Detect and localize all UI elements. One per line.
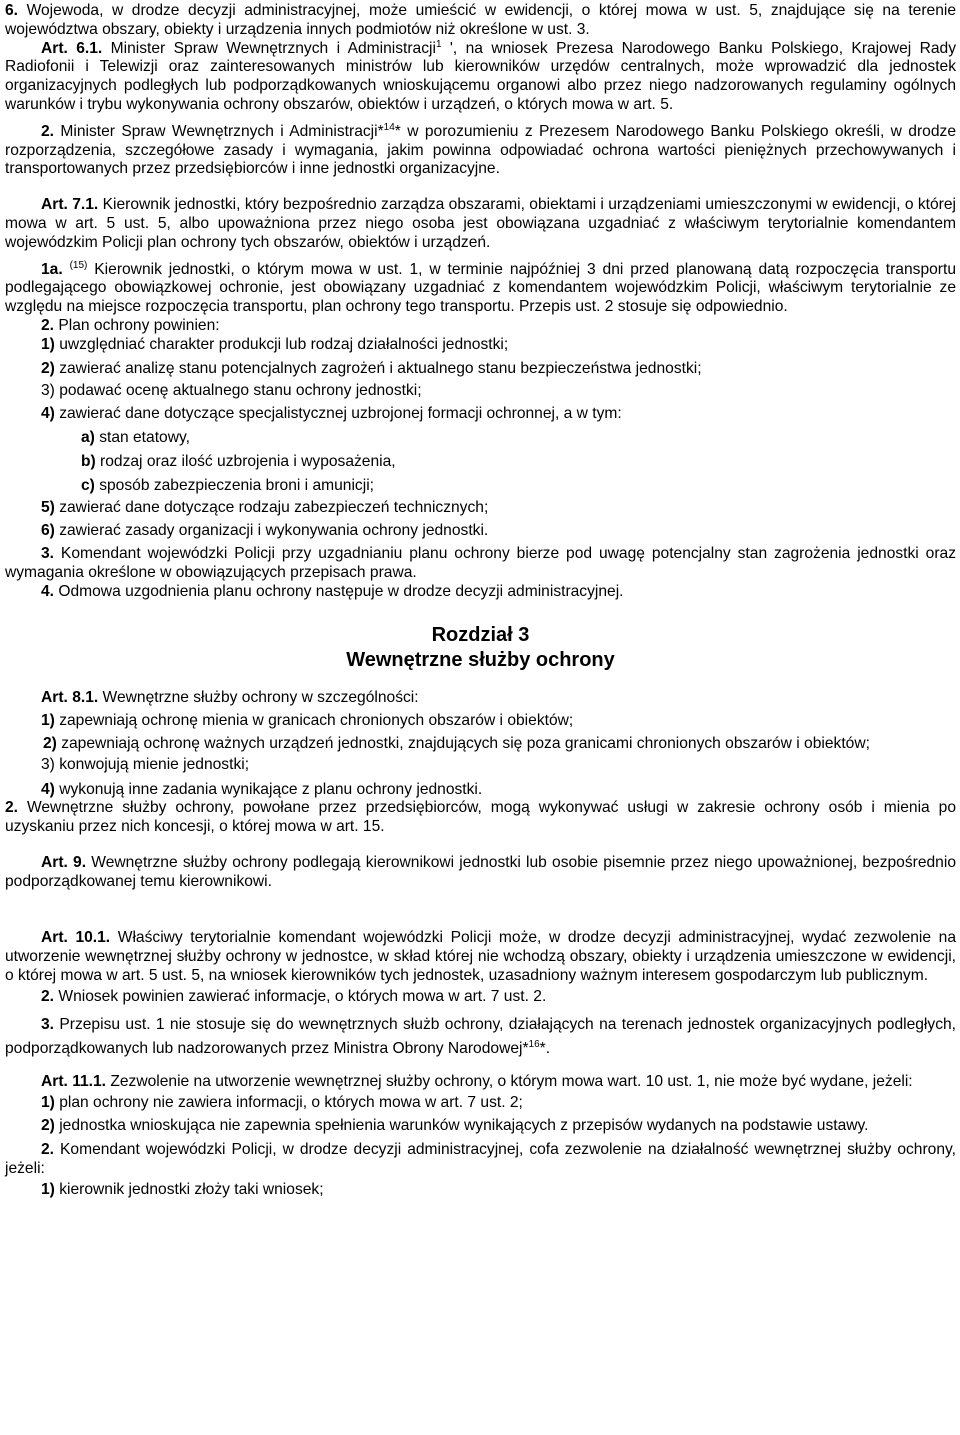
item-text: jednostka wnioskująca nie zapewnia spełnienia warunków wynikających z przepisów wydanych na podstawie ustawy. <box>54 1117 869 1135</box>
article-text: Wewnętrzne służby ochrony w szczególności: <box>98 689 419 707</box>
article-text: ', na wniosek Prezesa Narodowego Banku Polskiego, Krajowej Rady Radiofonii i Telewizji oraz zainteresowanych ministrów lub kierowników urzędów centralnych, może wprowadzić dla jednostek organizacyjnych podległych lub podporządkowanych wnioskującemu organowi albo przez niego nadzorowanych regulaminy ogólnych warunków i trybu wykonywania ochrony obszarów, obiektów i urządzeń, o których mowa w art. 5. <box>5 39 957 113</box>
item-number: 1) <box>41 1180 55 1198</box>
paragraph-number: 2. <box>41 1141 55 1159</box>
item-number: a) <box>81 428 95 446</box>
item-number: 4) <box>41 405 55 423</box>
article-8-1 <box>5 689 956 708</box>
paragraph-number: 1a. <box>41 260 63 278</box>
list-item <box>5 712 956 731</box>
paragraph-text: Komendant wojewódzki Policji przy uzgadnianiu planu ochrony bierze pod uwagę potencjalny stan zagrożenia jednostki oraz wymagania określone w obowiązujących przepisach prawa. <box>5 544 956 581</box>
article-7-3 <box>5 545 956 583</box>
article-9 <box>5 854 956 892</box>
item-text: zawierać dane dotyczące rodzaju zabezpieczeń technicznych; <box>54 499 489 517</box>
article-7-4 <box>5 583 956 602</box>
list-item <box>5 382 956 401</box>
item-number: 3) <box>41 755 55 773</box>
paragraph-number: 3. <box>41 544 55 562</box>
item-number: c) <box>81 476 95 494</box>
item-number: 2) <box>43 734 57 752</box>
list-item <box>5 1117 956 1136</box>
article-7-1a <box>5 261 956 317</box>
item-text: rodzaj oraz ilość uzbrojenia i wyposażenia, <box>95 452 396 470</box>
chapter-title: Wewnętrzne służby ochrony <box>346 649 615 672</box>
item-text: zapewniają ochronę ważnych urządzeń jednostki, znajdujących się poza granicami chronionych obszarów i obiektów; <box>56 734 870 752</box>
paragraph-number: 4. <box>41 582 55 600</box>
article-10-2 <box>5 988 956 1007</box>
article-10-3 <box>5 1013 956 1061</box>
paragraph-text: *. <box>539 1039 551 1057</box>
article-number: Art. 8.1. <box>41 689 99 707</box>
item-text: kierownik jednostki złoży taki wniosek; <box>54 1180 324 1198</box>
paragraph-number: 3. <box>41 1015 55 1033</box>
article-number: Art. 10.1. <box>41 929 111 947</box>
paragraph-text: Komendant wojewódzki Policji, w drodze decyzji administracyjnej, cofa zezwolenie na działalność wewnętrznej służby ochrony, jeżeli: <box>5 1141 956 1177</box>
paragraph-number: 6. <box>5 2 19 19</box>
list-item <box>5 522 956 541</box>
paragraph-text: Wewnętrzne służby ochrony, powołane przez przedsiębiorców, mogą wykonywać usługi w zakresie ochrony osób i mienia po uzyskaniu przez nich koncesji, o której mowa w art. 15. <box>5 799 956 836</box>
footnote-ref: (15) <box>69 259 88 271</box>
list-item <box>5 781 956 800</box>
sub-list-item <box>5 453 956 472</box>
paragraph-number: 2. <box>5 799 19 817</box>
item-text: zapewniają ochronę mienia w granicach chronionych obszarów i obiektów; <box>54 712 574 730</box>
item-text: podawać ocenę aktualnego stanu ochrony jednostki; <box>54 382 422 400</box>
list-item <box>5 336 956 355</box>
item-text: zawierać zasady organizacji i wykonywania ochrony jednostki. <box>54 522 489 540</box>
paragraph-text: Wojewoda, w drodze decyzji administracyjnej, może umieścić w ewidencji, o której mowa w ust. 5, znajdujące się na terenie województwa obszary, obiekty i urządzenia innych podmiotów niż określone w ust. 3. <box>5 2 956 38</box>
article-7-2 <box>5 317 956 336</box>
article-text: Zezwolenie na utworzenie wewnętrznej służby ochrony, o którym mowa wart. 10 ust. 1, nie może być wydane, jeżeli: <box>106 1072 913 1090</box>
article-7-1 <box>5 196 956 252</box>
list-item <box>5 735 956 754</box>
item-text: plan ochrony nie zawiera informacji, o których mowa w art. 7 ust. 2; <box>54 1094 523 1112</box>
paragraph-text: Przepisu ust. 1 nie stosuje się do wewnętrznych służb ochrony, działających na terenach jednostek organizacyjnych podległych, podporządkowanych lub nadzorowanych przez Ministra Obrony Narodowej* <box>5 1015 956 1057</box>
item-number: 1) <box>41 335 55 353</box>
paragraph-text: Plan ochrony powinien: <box>54 316 220 334</box>
article-number: Art. 11.1. <box>41 1072 107 1090</box>
item-number: 4) <box>41 780 55 798</box>
chapter-heading <box>5 623 956 673</box>
article-11-2 <box>5 1141 956 1179</box>
article-text: Właściwy terytorialnie komendant wojewódzki Policji może, w drodze decyzji administracyjnej, wydać zezwolenie na utworzenie wewnętrznej służby ochrony w jednostce, w skład której nie wchodzą obszary, obiekty i urządzenia umieszczone w ewidencji, o której mowa w art. 5 ust. 5, na wniosek kierowników tych jednostek, uzasadniony ważnym interesem gospodarczym lub publicznym. <box>5 929 956 985</box>
sub-list-item <box>5 477 956 496</box>
paragraph-number: 2. <box>41 987 55 1005</box>
article-text: Kierownik jednostki, który bezpośrednio zarządza obszarami, obiektami i urządzeniami umieszczonymi w ewidencji, o której mowa w art. 5 ust. 5, albo upoważniona przez niego osoba jest obowiązana uzgadniać z właściwym terytorialnie komendantem wojewódzkim Policji plan ochrony tych obszarów, obiektów i urządzeń. <box>5 196 957 251</box>
article-8-2 <box>5 799 956 837</box>
list-item <box>5 405 956 424</box>
article-text: Wewnętrzne służby ochrony podlegają kierownikowi jednostki lub osobie pisemnie przez niego upoważnionej, bezpośrednio podporządkowanej temu kierownikowi. <box>5 853 956 890</box>
item-text: zawierać dane dotyczące specjalistycznej uzbrojonej formacji ochronnej, a w tym: <box>54 405 622 423</box>
paragraph-text: Wniosek powinien zawierać informacje, o których mowa w art. 7 ust. 2. <box>54 987 547 1005</box>
paragraph-text: Odmowa uzgodnienia planu ochrony następuje w drodze decyzji administracyjnej. <box>54 582 624 600</box>
item-number: 2) <box>41 359 55 377</box>
paragraph-number: 2. <box>41 316 55 334</box>
item-number: 5) <box>41 499 55 517</box>
footnote-ref: 16 <box>528 1038 540 1050</box>
item-number: 3) <box>41 382 55 400</box>
item-number: 1) <box>41 712 55 730</box>
item-text: wykonują inne zadania wynikające z planu ochrony jednostki. <box>54 780 483 798</box>
item-text: sposób zabezpieczenia broni i amunicji; <box>94 476 374 494</box>
paragraph-text: Kierownik jednostki, o którym mowa w ust. 1, w terminie najpóźniej 3 dni przed planowaną datą rozpoczęcia transportu podlegającego obowiązkowej ochronie, jest obowiązany uzgadniać z komendantem wojewódzkim Policji, właściwym terytorialnie ze względu na miejsce rozpoczęcia transportu, plan ochrony tego transportu. Przepis ust. 2 stosuje się odpowiednio. <box>5 260 956 316</box>
item-number: 6) <box>41 522 55 540</box>
list-item <box>5 1181 956 1200</box>
article-6-1 <box>5 40 956 115</box>
article-number: Art. 7.1. <box>41 196 99 214</box>
article-number: Art. 6.1. <box>41 39 103 57</box>
list-item <box>5 1094 956 1113</box>
item-text: uwzględniać charakter produkcji lub rodzaj działalności jednostki; <box>54 335 509 353</box>
paragraph-text: Minister Spraw Wewnętrznych i Administracji* <box>54 122 384 140</box>
paragraph-number: 2. <box>41 122 55 140</box>
article-number: Art. 9. <box>41 853 87 871</box>
item-number: b) <box>81 452 96 470</box>
item-number: 2) <box>41 1117 55 1135</box>
item-number: 1) <box>41 1094 55 1112</box>
article-11-1 <box>5 1073 956 1092</box>
paragraph-6-6 <box>5 2 956 40</box>
item-text: stan etatowy, <box>94 428 190 446</box>
sub-list-item <box>5 429 956 448</box>
footnote-ref: 14 <box>383 121 395 133</box>
list-item <box>5 360 956 379</box>
footnote-ref: 1 <box>435 38 442 50</box>
paragraph-text: * w porozumieniu z Prezesem Narodowego Banku Polskiego określi, w drodze rozporządzenia, szczegółowe zasady i wymagania, jakim powinna odpowiadać ochrona wartości pieniężnych przechowywanych i transportowanych przez przedsiębiorców i inne jednostki organizacyjne. <box>5 122 956 178</box>
list-item <box>5 756 956 775</box>
article-10-1 <box>5 929 956 985</box>
chapter-number: Rozdział 3 <box>431 624 530 647</box>
article-text: Minister Spraw Wewnętrznych i Administracji <box>102 39 436 57</box>
item-text: konwojują mienie jednostki; <box>54 755 250 773</box>
list-item <box>5 499 956 518</box>
article-6-2 <box>5 123 956 179</box>
item-text: zawierać analizę stanu potencjalnych zagrożeń i aktualnego stanu bezpieczeństwa jednostki; <box>54 359 702 377</box>
